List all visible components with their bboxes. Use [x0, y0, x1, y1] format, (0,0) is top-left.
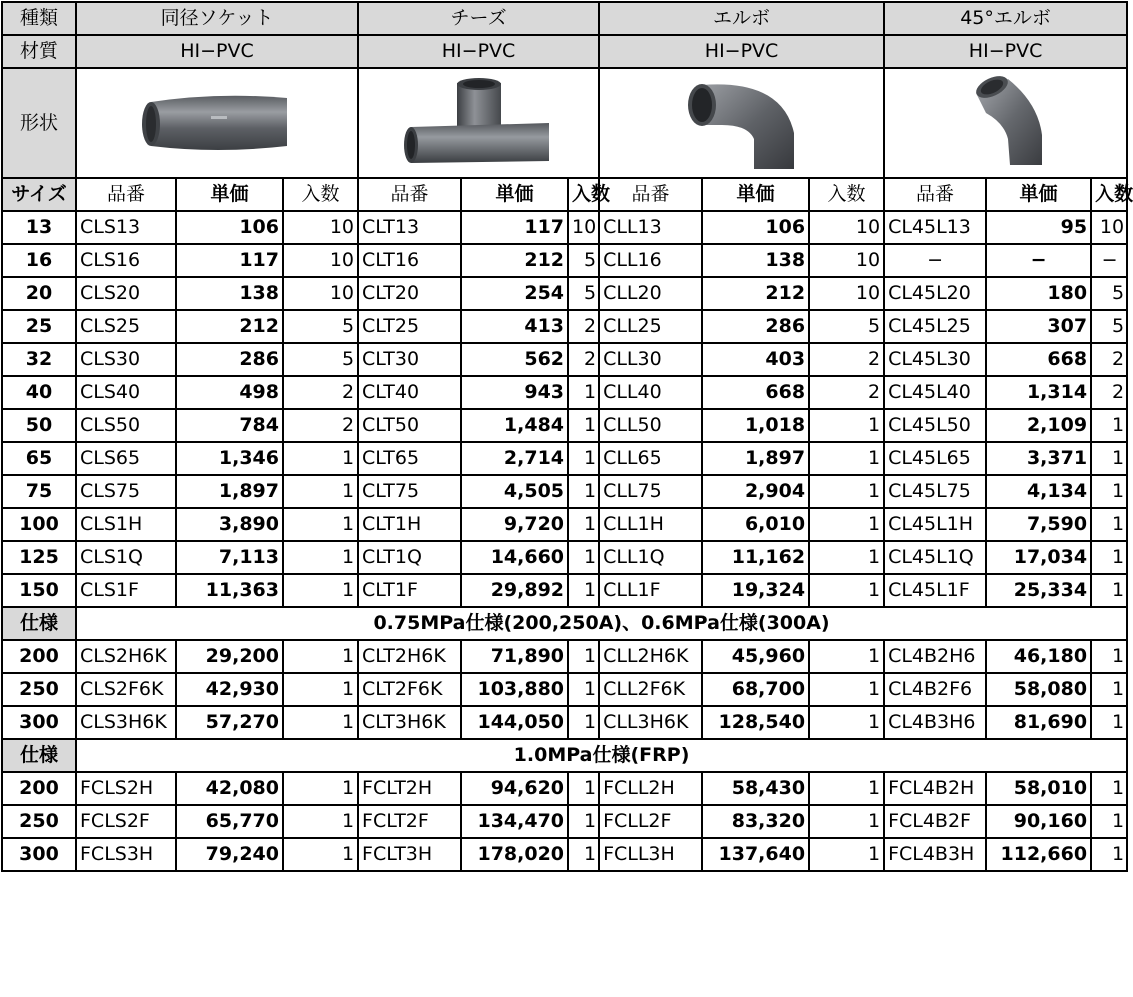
price-cell: 286	[176, 343, 283, 376]
price-cell: 307	[986, 310, 1091, 343]
table-row	[2, 244, 1127, 277]
qty-cell: 1	[809, 574, 884, 607]
qty-cell: 1	[568, 673, 599, 706]
price-cell: 46,180	[986, 640, 1091, 673]
size-cell: 20	[2, 277, 76, 310]
elbow-45-image	[946, 73, 1066, 173]
col-qty: 入数	[568, 178, 599, 211]
price-cell: 1,897	[702, 442, 809, 475]
price-cell: 103,880	[461, 673, 568, 706]
code-cell: CLS25	[76, 310, 176, 343]
code-cell: CLL50	[599, 409, 702, 442]
table-row	[2, 706, 1127, 739]
elbow-image-cell	[599, 68, 884, 178]
qty-cell: 1	[283, 805, 358, 838]
size-cell: 300	[2, 706, 76, 739]
qty-cell: 1	[283, 772, 358, 805]
code-cell: CLT1H	[358, 508, 461, 541]
table-row	[2, 541, 1127, 574]
size-cell: 25	[2, 310, 76, 343]
product-name-elbow: エルボ	[599, 2, 884, 35]
price-cell: 45,960	[702, 640, 809, 673]
code-cell: CLL65	[599, 442, 702, 475]
size-cell: 200	[2, 772, 76, 805]
qty-cell: 2	[809, 376, 884, 409]
code-cell: CL4B3H6	[884, 706, 986, 739]
col-price: 単価	[702, 178, 809, 211]
price-cell: 106	[176, 211, 283, 244]
price-cell: 7,113	[176, 541, 283, 574]
qty-cell: 1	[568, 574, 599, 607]
price-cell: 19,324	[702, 574, 809, 607]
code-cell: FCLL2H	[599, 772, 702, 805]
code-cell: CLL2H6K	[599, 640, 702, 673]
price-cell: 3,890	[176, 508, 283, 541]
price-cell: 58,010	[986, 772, 1091, 805]
table-row	[2, 673, 1127, 706]
code-cell: CLT20	[358, 277, 461, 310]
price-cell: 117	[176, 244, 283, 277]
size-cell: 125	[2, 541, 76, 574]
qty-cell: 1	[1091, 475, 1127, 508]
price-cell: 668	[702, 376, 809, 409]
code-cell: CLS1Q	[76, 541, 176, 574]
size-cell: 150	[2, 574, 76, 607]
qty-cell: 1	[568, 541, 599, 574]
price-cell: 94,620	[461, 772, 568, 805]
qty-cell: 1	[1091, 409, 1127, 442]
price-cell: 1,484	[461, 409, 568, 442]
price-table	[1, 1, 1133, 872]
qty-cell: 1	[283, 574, 358, 607]
price-cell: 4,134	[986, 475, 1091, 508]
price-cell: 128,540	[702, 706, 809, 739]
code-cell: CLL3H6K	[599, 706, 702, 739]
col-code: 品番	[599, 178, 702, 211]
qty-cell: 1	[809, 409, 884, 442]
table-row	[2, 475, 1127, 508]
qty-cell: 1	[568, 508, 599, 541]
price-cell: 413	[461, 310, 568, 343]
price-cell: 42,080	[176, 772, 283, 805]
price-cell: 14,660	[461, 541, 568, 574]
price-cell: 784	[176, 409, 283, 442]
qty-cell: 1	[809, 838, 884, 871]
price-cell: 71,890	[461, 640, 568, 673]
spec-description: 0.75MPa仕様(200,250A)、0.6MPa仕様(300A)	[76, 607, 1127, 640]
code-cell: FCLS3H	[76, 838, 176, 871]
qty-cell: 10	[1091, 211, 1127, 244]
price-cell: 2,714	[461, 442, 568, 475]
qty-cell: 1	[1091, 442, 1127, 475]
tee-image	[399, 75, 559, 171]
qty-cell: 10	[809, 211, 884, 244]
size-cell: 50	[2, 409, 76, 442]
table-row	[2, 805, 1127, 838]
code-cell: CLL40	[599, 376, 702, 409]
qty-cell: 1	[283, 838, 358, 871]
price-cell: 68,700	[702, 673, 809, 706]
code-cell: FCLS2F	[76, 805, 176, 838]
code-cell: CL45L50	[884, 409, 986, 442]
qty-cell: 1	[283, 673, 358, 706]
code-cell: CLT75	[358, 475, 461, 508]
qty-cell: 1	[1091, 574, 1127, 607]
code-cell: CL45L75	[884, 475, 986, 508]
qty-cell: −	[1091, 244, 1127, 277]
qty-cell: 1	[283, 640, 358, 673]
col-code: 品番	[76, 178, 176, 211]
qty-cell: 5	[1091, 277, 1127, 310]
qty-cell: 1	[809, 640, 884, 673]
code-cell: CLT1F	[358, 574, 461, 607]
table-row	[2, 376, 1127, 409]
tee-image-cell	[358, 68, 599, 178]
code-cell: CLT30	[358, 343, 461, 376]
col-qty: 入数	[1091, 178, 1127, 211]
qty-cell: 1	[568, 442, 599, 475]
price-cell: 1,314	[986, 376, 1091, 409]
price-cell: 562	[461, 343, 568, 376]
price-cell: 90,160	[986, 805, 1091, 838]
code-cell: CLL1F	[599, 574, 702, 607]
price-cell: 29,200	[176, 640, 283, 673]
price-cell: 498	[176, 376, 283, 409]
qty-cell: 10	[809, 277, 884, 310]
qty-cell: 1	[1091, 640, 1127, 673]
qty-cell: 1	[283, 706, 358, 739]
code-cell: CLL75	[599, 475, 702, 508]
qty-cell: 2	[283, 376, 358, 409]
product-name-elbow-45: 45°エルボ	[884, 2, 1127, 35]
qty-cell: 1	[568, 376, 599, 409]
code-cell: CLL1H	[599, 508, 702, 541]
qty-cell: 1	[1091, 838, 1127, 871]
table-row	[2, 772, 1127, 805]
code-cell: CL45L25	[884, 310, 986, 343]
size-cell: 32	[2, 343, 76, 376]
price-cell: 403	[702, 343, 809, 376]
code-cell: CLT1Q	[358, 541, 461, 574]
price-cell: 3,371	[986, 442, 1091, 475]
size-cell: 65	[2, 442, 76, 475]
code-cell: CLS13	[76, 211, 176, 244]
material-elbow-45: HI−PVC	[884, 35, 1127, 68]
qty-cell: 1	[283, 541, 358, 574]
price-cell: 138	[176, 277, 283, 310]
qty-cell: 1	[568, 409, 599, 442]
code-cell: CLL2F6K	[599, 673, 702, 706]
qty-cell: 1	[809, 706, 884, 739]
code-cell: CLT40	[358, 376, 461, 409]
price-cell: 6,010	[702, 508, 809, 541]
qty-cell: 10	[809, 244, 884, 277]
socket-image-cell	[76, 68, 358, 178]
table-row	[2, 838, 1127, 871]
col-price: 単価	[176, 178, 283, 211]
qty-cell: 1	[283, 475, 358, 508]
price-cell: 17,034	[986, 541, 1091, 574]
material-tee: HI−PVC	[358, 35, 599, 68]
qty-cell: 1	[283, 442, 358, 475]
code-cell: CLS3H6K	[76, 706, 176, 739]
code-cell: FCLL2F	[599, 805, 702, 838]
table-row	[2, 508, 1127, 541]
price-cell: 668	[986, 343, 1091, 376]
price-cell: 106	[702, 211, 809, 244]
code-cell: CLS75	[76, 475, 176, 508]
qty-cell: 1	[568, 640, 599, 673]
code-cell: CLS50	[76, 409, 176, 442]
qty-cell: 10	[283, 244, 358, 277]
price-cell: 212	[176, 310, 283, 343]
code-cell: FCL4B2H	[884, 772, 986, 805]
price-cell: 144,050	[461, 706, 568, 739]
price-cell: 81,690	[986, 706, 1091, 739]
qty-cell: 1	[568, 475, 599, 508]
code-cell: CLL25	[599, 310, 702, 343]
qty-cell: 5	[568, 277, 599, 310]
table-row	[2, 277, 1127, 310]
code-cell: FCLS2H	[76, 772, 176, 805]
spec-label: 仕様	[2, 607, 76, 640]
code-cell: FCLT2F	[358, 805, 461, 838]
code-cell: CL45L40	[884, 376, 986, 409]
code-cell: CLT2F6K	[358, 673, 461, 706]
price-cell: 1,018	[702, 409, 809, 442]
qty-cell: 10	[568, 211, 599, 244]
qty-cell: 1	[1091, 772, 1127, 805]
col-code: 品番	[358, 178, 461, 211]
size-cell: 13	[2, 211, 76, 244]
qty-cell: 2	[568, 343, 599, 376]
size-cell: 200	[2, 640, 76, 673]
table-row	[2, 640, 1127, 673]
code-cell: CLS1H	[76, 508, 176, 541]
price-cell: 42,930	[176, 673, 283, 706]
price-cell: 178,020	[461, 838, 568, 871]
code-cell: CLT50	[358, 409, 461, 442]
price-cell: 117	[461, 211, 568, 244]
table-row	[2, 442, 1127, 475]
price-cell: 2,109	[986, 409, 1091, 442]
price-cell: 2,904	[702, 475, 809, 508]
code-cell: CL45L13	[884, 211, 986, 244]
qty-cell: 1	[568, 772, 599, 805]
qty-cell: 1	[568, 805, 599, 838]
product-name-socket: 同径ソケット	[76, 2, 358, 35]
qty-cell: 1	[809, 442, 884, 475]
code-cell: CLT16	[358, 244, 461, 277]
shape-label: 形状	[2, 68, 76, 178]
qty-cell: 1	[1091, 508, 1127, 541]
code-cell: CLL13	[599, 211, 702, 244]
code-cell: FCL4B2F	[884, 805, 986, 838]
code-cell: CLT3H6K	[358, 706, 461, 739]
product-name-tee: チーズ	[358, 2, 599, 35]
table-row	[2, 211, 1127, 244]
price-cell: 79,240	[176, 838, 283, 871]
code-cell: −	[884, 244, 986, 277]
code-cell: CLS40	[76, 376, 176, 409]
qty-cell: 1	[568, 706, 599, 739]
size-cell: 100	[2, 508, 76, 541]
price-cell: 58,430	[702, 772, 809, 805]
code-cell: CL4B2H6	[884, 640, 986, 673]
spec-description: 1.0MPa仕様(FRP)	[76, 739, 1127, 772]
qty-cell: 1	[809, 541, 884, 574]
code-cell: CLL1Q	[599, 541, 702, 574]
price-cell: 112,660	[986, 838, 1091, 871]
material-socket: HI−PVC	[76, 35, 358, 68]
size-cell: 250	[2, 673, 76, 706]
qty-cell: 5	[283, 310, 358, 343]
code-cell: CLS2F6K	[76, 673, 176, 706]
qty-cell: 10	[283, 211, 358, 244]
table-row	[2, 409, 1127, 442]
spec-row-frp	[2, 739, 1127, 772]
price-cell: 1,897	[176, 475, 283, 508]
qty-cell: 2	[1091, 343, 1127, 376]
price-cell: 58,080	[986, 673, 1091, 706]
price-cell: 212	[461, 244, 568, 277]
qty-cell: 2	[1091, 376, 1127, 409]
price-cell: 29,892	[461, 574, 568, 607]
spec-row-pvc	[2, 607, 1127, 640]
qty-cell: 1	[1091, 541, 1127, 574]
qty-cell: 2	[283, 409, 358, 442]
qty-cell: 1	[1091, 673, 1127, 706]
code-cell: CLL20	[599, 277, 702, 310]
price-cell: 57,270	[176, 706, 283, 739]
qty-cell: 2	[568, 310, 599, 343]
code-cell: FCLT3H	[358, 838, 461, 871]
price-cell: 7,590	[986, 508, 1091, 541]
col-qty: 入数	[809, 178, 884, 211]
socket-image	[137, 88, 297, 158]
code-cell: CLS16	[76, 244, 176, 277]
price-cell: 11,363	[176, 574, 283, 607]
qty-cell: 1	[809, 508, 884, 541]
price-cell: 95	[986, 211, 1091, 244]
table-row	[2, 310, 1127, 343]
price-cell: 11,162	[702, 541, 809, 574]
code-cell: CLS65	[76, 442, 176, 475]
table-row	[2, 343, 1127, 376]
price-cell: 65,770	[176, 805, 283, 838]
code-cell: FCLT2H	[358, 772, 461, 805]
price-cell: 286	[702, 310, 809, 343]
code-cell: CL45L1H	[884, 508, 986, 541]
material-label: 材質	[2, 35, 76, 68]
qty-cell: 1	[809, 805, 884, 838]
col-price: 単価	[986, 178, 1091, 211]
price-cell: 137,640	[702, 838, 809, 871]
qty-cell: 2	[809, 343, 884, 376]
code-cell: CLS1F	[76, 574, 176, 607]
qty-cell: 5	[568, 244, 599, 277]
price-cell: 83,320	[702, 805, 809, 838]
size-cell: 16	[2, 244, 76, 277]
qty-cell: 5	[283, 343, 358, 376]
price-cell: 25,334	[986, 574, 1091, 607]
price-cell: 180	[986, 277, 1091, 310]
qty-cell: 1	[809, 475, 884, 508]
qty-cell: 1	[809, 772, 884, 805]
code-cell: CL45L20	[884, 277, 986, 310]
price-cell: 134,470	[461, 805, 568, 838]
code-cell: CLT25	[358, 310, 461, 343]
material-elbow: HI−PVC	[599, 35, 884, 68]
col-qty: 入数	[283, 178, 358, 211]
code-cell: CLS2H6K	[76, 640, 176, 673]
price-cell: 138	[702, 244, 809, 277]
qty-cell: 1	[1091, 805, 1127, 838]
qty-cell: 10	[283, 277, 358, 310]
code-cell: CL45L1F	[884, 574, 986, 607]
price-cell: 212	[702, 277, 809, 310]
code-cell: CL45L65	[884, 442, 986, 475]
elbow-45-image-cell	[884, 68, 1127, 178]
size-label: サイズ	[2, 178, 76, 211]
qty-cell: 1	[568, 838, 599, 871]
code-cell: CL4B2F6	[884, 673, 986, 706]
size-cell: 250	[2, 805, 76, 838]
col-price: 単価	[461, 178, 568, 211]
code-cell: CLL16	[599, 244, 702, 277]
spec-label: 仕様	[2, 739, 76, 772]
price-cell: 4,505	[461, 475, 568, 508]
qty-cell: 1	[809, 673, 884, 706]
table-row	[2, 574, 1127, 607]
qty-cell: 1	[1091, 706, 1127, 739]
col-code: 品番	[884, 178, 986, 211]
price-cell: 1,346	[176, 442, 283, 475]
size-cell: 300	[2, 838, 76, 871]
code-cell: CLS20	[76, 277, 176, 310]
code-cell: CLL30	[599, 343, 702, 376]
price-cell: 9,720	[461, 508, 568, 541]
code-cell: FCL4B3H	[884, 838, 986, 871]
size-cell: 75	[2, 475, 76, 508]
price-cell: −	[986, 244, 1091, 277]
code-cell: CLT2H6K	[358, 640, 461, 673]
code-cell: CLT65	[358, 442, 461, 475]
code-cell: CLS30	[76, 343, 176, 376]
elbow-image	[662, 73, 822, 173]
qty-cell: 5	[809, 310, 884, 343]
qty-cell: 5	[1091, 310, 1127, 343]
price-cell: 943	[461, 376, 568, 409]
code-cell: CL45L1Q	[884, 541, 986, 574]
type-label: 種類	[2, 2, 76, 35]
code-cell: CL45L30	[884, 343, 986, 376]
code-cell: FCLL3H	[599, 838, 702, 871]
price-cell: 254	[461, 277, 568, 310]
qty-cell: 1	[283, 508, 358, 541]
code-cell: CLT13	[358, 211, 461, 244]
size-cell: 40	[2, 376, 76, 409]
